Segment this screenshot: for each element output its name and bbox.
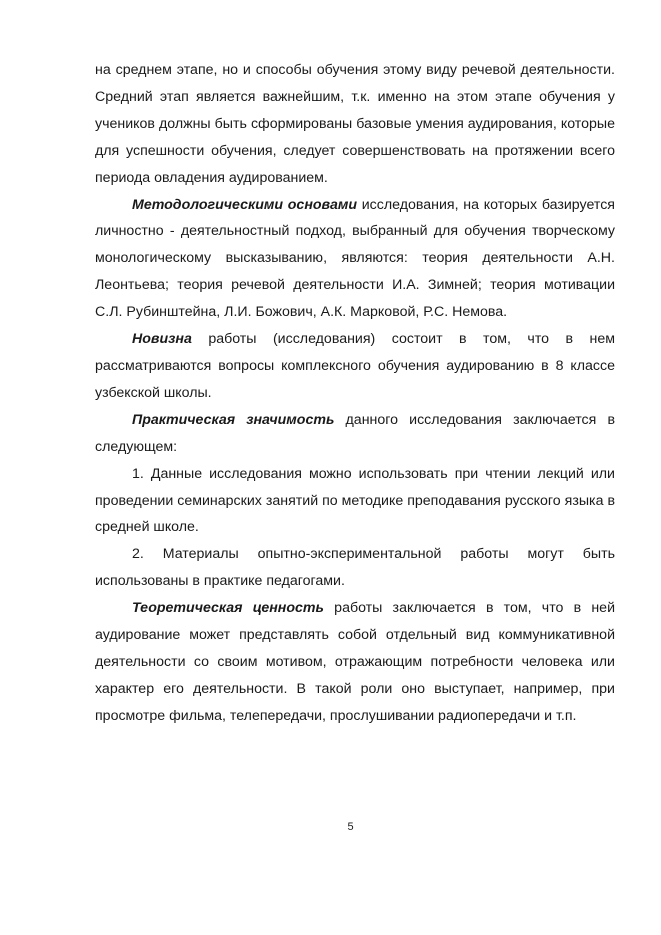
term-methodology: Методологическими основами xyxy=(132,196,357,213)
term-theoretical: Теоретическая ценность xyxy=(132,600,324,617)
document-page xyxy=(95,57,615,730)
paragraph-theoretical xyxy=(95,595,615,730)
list-item-1: 1. Данные исследования можно использовать при чтении лекций или проведении семинарских занятий по методике преподавания русского языка в средней школе. xyxy=(95,465,615,536)
paragraph-intro: на среднем этапе, но и способы обучения этому виду речевой деятельности. Средний этап является важнейшим, т.к. именно на этом этапе обучения у учеников должны быть сформированы базовые умения аудирования, которые для успешности обучения, следует совершенствовать на протяжении всего периода овладения аудированием. xyxy=(95,62,615,186)
page-number: 5 xyxy=(347,821,354,833)
paragraph-methodology-text: исследования, на которых базируется личностно - деятельностный подход, выбранный для обучения творческому монологическому высказыванию, являются: теория деятельности А.Н. Леонтьева; теория речевой деятельности И.А. Зимней; теория мотивации С.Л. Рубинштейна, Л.И. Божович, А.К. Марковой, Р.С. Немова. xyxy=(95,196,615,321)
paragraph-novelty-text: работы (исследования) состоит в том, что в нем рассматриваются вопросы комплексного обучения аудированию в 8 классе узбекской школы. xyxy=(95,331,615,401)
list-item-2: 2. Материалы опытно-экспериментальной работы могут быть использованы в практике педагогами. xyxy=(95,546,615,590)
paragraph-practical-text: данного исследования заключается в следующем: xyxy=(95,411,615,455)
term-practical: Практическая значимость xyxy=(132,411,335,428)
paragraph-theoretical-text: работы заключается в том, что в ней аудирование может представлять собой отдельный вид коммуникативной деятельности со своим мотивом, отражающим потребности человека или характер его деятельности. В такой роли оно выступает, например, при просмотре фильма, телепередачи, прослушивании радиопередачи и т.п. xyxy=(95,600,616,724)
paragraph-methodology xyxy=(95,192,615,327)
term-novelty: Новизна xyxy=(132,331,192,348)
paragraph-novelty xyxy=(95,326,615,407)
paragraph-practical xyxy=(95,407,615,461)
